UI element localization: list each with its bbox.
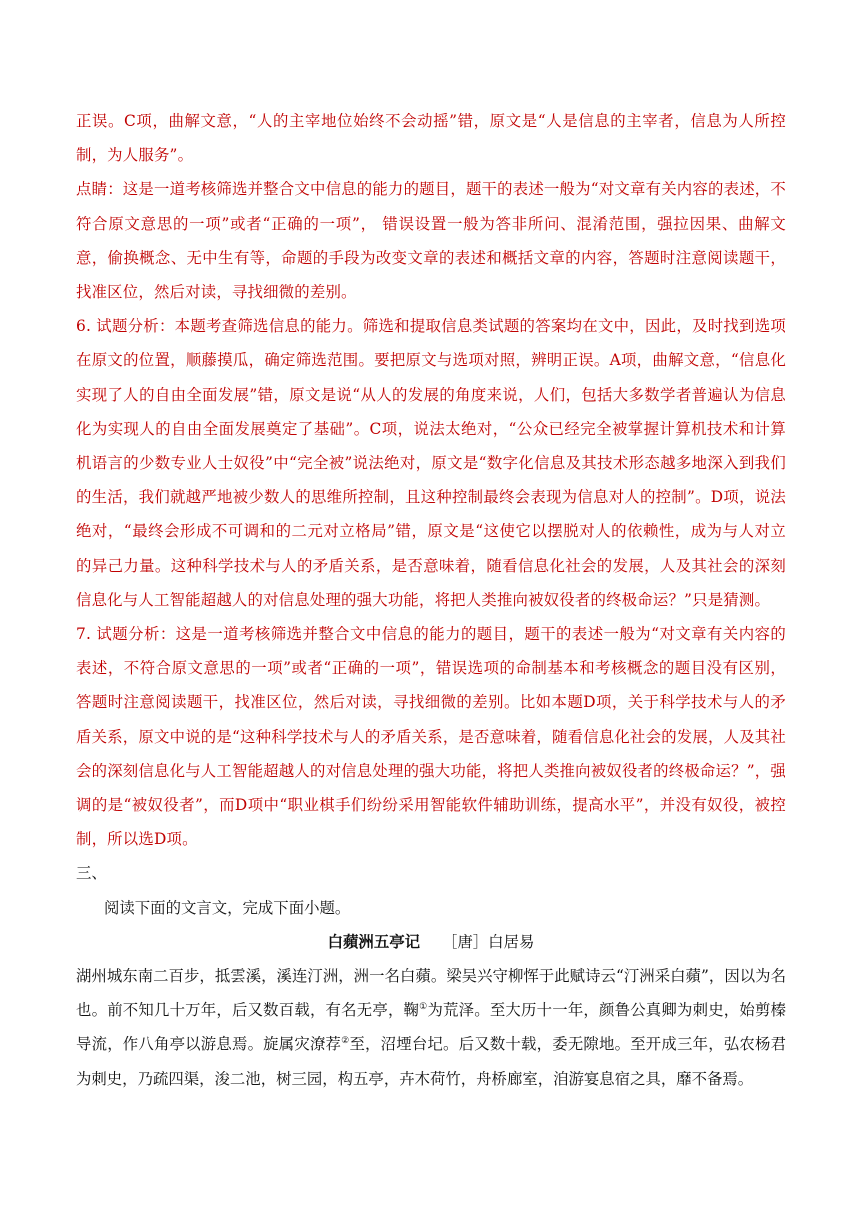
passage-text-part-2: 为荒泽。至大历十一年，颜鲁公真卿为刺史，始剪榛导流，作八角亭以游息焉。旋属灾潦荐	[76, 1001, 786, 1054]
footnote-marker-1: ①	[419, 1002, 428, 1013]
answer-paragraph-tip: 点睛：这是一道考核筛选并整合文中信息的能力的题目，题干的表述一般为“对文章有关内容的表述，不符合原文意思的一项”或者“正确的一项”， 错误设置一般为答非所问、混淆范围，强拉因果、曲解文意，偷换概念、无中生有等，命题的手段为改变文章的表述和概括文章的内容，答题时注意阅读题干，找准区位，然后对读，寻找细微的差别。	[76, 180, 786, 302]
answer-paragraph-question-6: 6. 试题分析：本题考查筛选信息的能力。筛选和提取信息类试题的答案均在文中，因此，及时找到选项在原文的位置，顺藤摸瓜，确定筛选范围。要把原文与选项对照，辨明正误。A项，曲解文意，“信息化实现了人的自由全面发展”错，原文是说“从人的发展的角度来说，人们，包括大多数学者普遍认为信息化为实现人的自由全面发展奠定了基础”。C项，说法太绝对，“公众已经完全被掌握计算机技术和计算机语言的少数专业人士奴役”中“完全被”说法绝对，原文是“数字化信息及其技术形态越多地深入到我们的生活，我们就越严地被少数人的思维所控制，且这种控制最终会表现为信息对人的控制”。D项，说法绝对，“最终会形成不可调和的二元对立格局”错，原文是“这使它以摆脱对人的依赖性，成为与人对立的异己力量。这种科学技术与人的矛盾关系，是否意味着，随看信息化社会的发展，人及其社会的深刻信息化与人工智能超越人的对信息处理的强大功能，将把人类推向被奴役者的终极命运？”只是猜测。	[76, 317, 786, 609]
section-instruction: 阅读下面的文言文，完成下面小题。	[104, 898, 351, 917]
passage-title: 白蘋洲五亭记	[327, 932, 420, 951]
passage-text	[76, 959, 786, 1096]
page-content	[76, 104, 786, 1096]
footnote-marker-2: ②	[341, 1036, 350, 1047]
section-number: 三、	[76, 864, 107, 883]
passage-text-part-1: 湖州城东南二百步，抵雲溪，溪连汀洲，洲一名白蘋。梁吴兴守柳恽于此赋诗云“汀洲采白蘋”，因以为名也。前不知几十万年，后又数百载，有名无亭，鞠	[76, 967, 786, 1020]
passage-heading	[76, 925, 786, 959]
answer-paragraph-c-option: 正误。C项，曲解文意，“人的主宰地位始终不会动摇”错，原文是“人是信息的主宰者，信息为人所控制，为人服务”。	[76, 112, 786, 165]
passage-author: ［唐］白居易	[442, 932, 535, 951]
passage-text-part-3: 至，沼堙台圮。后又数十载，委无隙地。至开成三年，弘农杨君为刺史，乃疏四渠，浚二池，树三园，构五亭，卉木荷竹，舟桥廊室，洎游宴息宿之具，靡不备焉。	[76, 1035, 786, 1088]
answer-paragraph-question-7: 7. 试题分析：这是一道考核筛选并整合文中信息的能力的题目，题干的表述一般为“对文章有关内容的表述，不符合原文意思的一项”或者“正确的一项”，错误选项的命制基本和考核概念的题目没有区别，答题时注意阅读题干，找准区位，然后对读，寻找细微的差别。比如本题D项，关于科学技术与人的矛盾关系，原文中说的是“这种科学技术与人的矛盾关系，是否意味着，随看信息化社会的发展，人及其社会的深刻信息化与人工智能超越人的对信息处理的强大功能，将把人类推向被奴役者的终极命运？”，强调的是“被奴役者”，而D项中“职业棋手们纷纷采用智能软件辅助训练，提高水平”，并没有奴役，被控制，所以选D项。	[76, 625, 786, 849]
